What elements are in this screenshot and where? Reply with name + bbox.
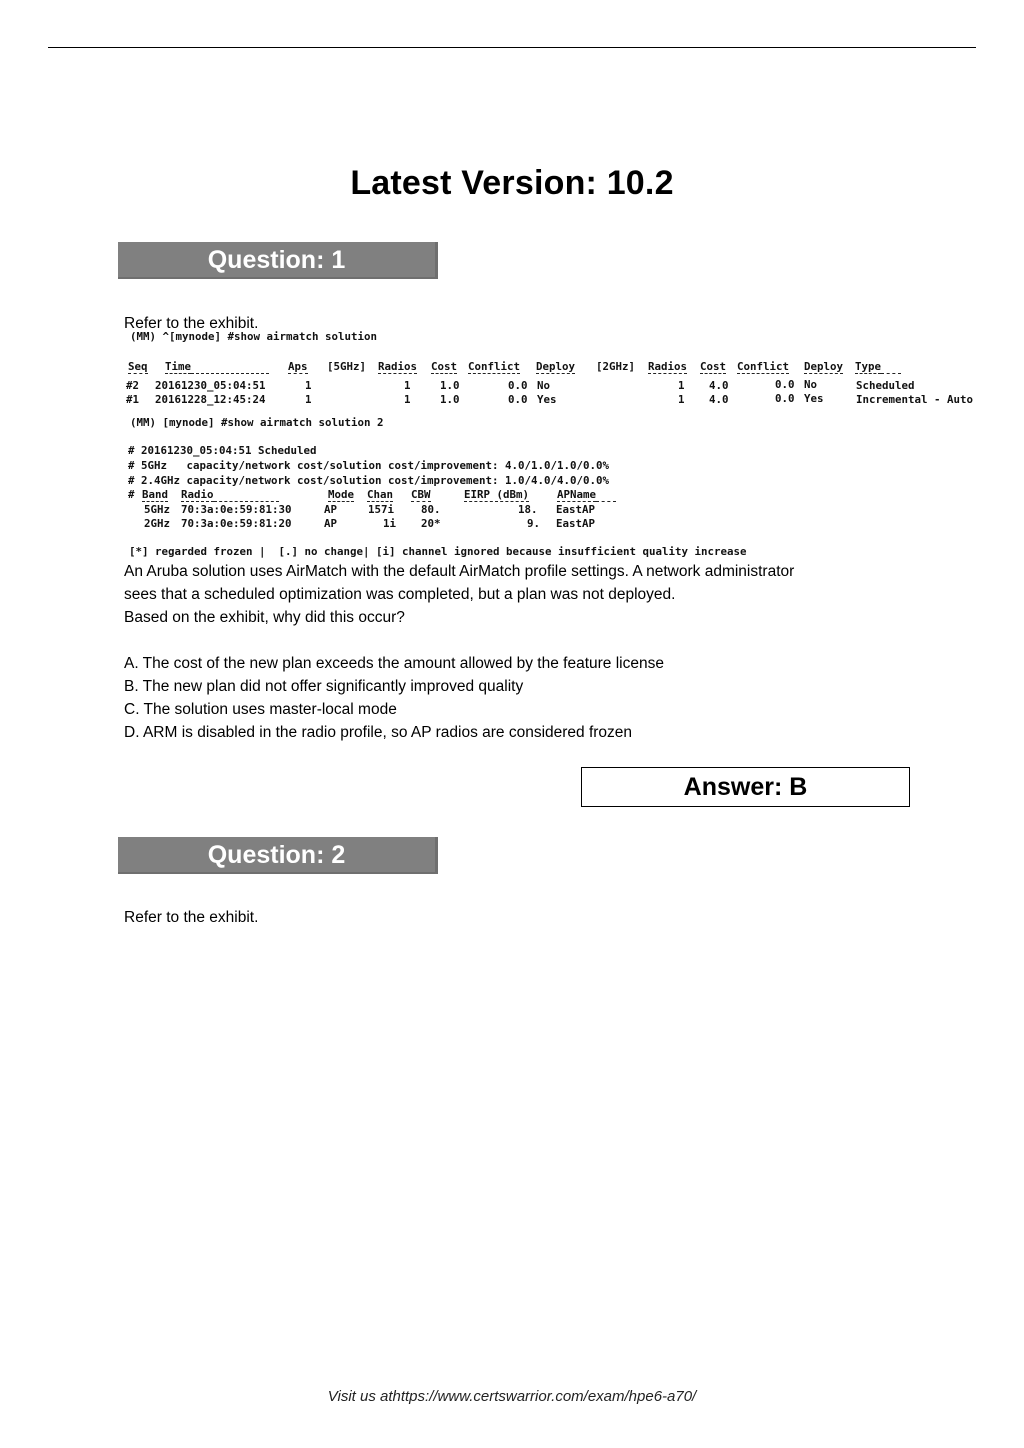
question-2-refer-text: Refer to the exhibit. [124, 909, 259, 926]
exhibit-col-time: Time [165, 360, 269, 374]
exhibit-row-conflict-2: 0.0 [775, 392, 795, 405]
exhibit-row-cost-2: 4.0 [709, 379, 729, 392]
option-a: A. The cost of the new plan exceeds the amount allowed by the feature license [124, 655, 664, 672]
exhibit-col-mode: Mode [328, 488, 355, 501]
exhibit-row-deploy-2: No [804, 378, 818, 391]
exhibit-col-seq: Seq [128, 360, 148, 373]
exhibit-col-conflict-2: Conflict [737, 360, 790, 373]
option-d: D. ARM is disabled in the radio profile, so AP radios are considered frozen [124, 724, 633, 741]
exhibit-col-radios-2: Radios [648, 360, 688, 373]
exhibit-col-band: Band [142, 488, 169, 501]
question-1-options [124, 652, 924, 744]
exhibit-col-cost-5: Cost [431, 360, 458, 373]
exhibit-col-aps: Aps [288, 360, 308, 373]
exhibit-col-deploy-5: Deploy [536, 360, 576, 373]
exhibit-row-cost-5: 1.0 [440, 379, 460, 392]
question-1-line: An Aruba solution uses AirMatch with the default AirMatch profile settings. A network administrator [124, 563, 795, 580]
exhibit-row-deploy-2: Yes [804, 392, 824, 405]
exhibit-row-seq: #2 [126, 379, 140, 392]
exhibit-legend: [*] regarded frozen | [.] no change| [i] channel ignored because insufficient quality increase [129, 545, 747, 558]
exhibit-col-apname: APName [557, 488, 616, 502]
question-1-line: sees that a scheduled optimization was completed, but a plan was not deployed. [124, 586, 676, 603]
exhibit-solution-line: # 2.4GHz capacity/network cost/solution cost/improvement: 1.0/4.0/4.0/0.0% [128, 474, 610, 487]
exhibit-row-aps: 1 [305, 393, 312, 406]
exhibit-col-radios-5: Radios [378, 360, 418, 373]
exhibit-row-cost-5: 1.0 [440, 393, 460, 406]
header-rule [48, 47, 976, 48]
exhibit-radio-eirp: 18. [518, 503, 538, 516]
exhibit-row-conflict-5: 0.0 [508, 379, 528, 392]
exhibit-radio-apname: EastAP [556, 503, 596, 516]
exhibit-col-5ghz: [5GHz] [327, 360, 367, 373]
exhibit-command-1: (MM) ^[mynode] #show airmatch solution [130, 330, 378, 343]
exhibit-radio-cbw: 20* [421, 517, 441, 530]
question-1-banner: Question: 1 [118, 242, 438, 279]
exhibit-radio-chan: 1i [383, 517, 397, 530]
exhibit-radio-band: 5GHz [144, 503, 171, 516]
exhibit-row-time: 20161230_05:04:51 [155, 379, 266, 392]
exhibit-row-conflict-5: 0.0 [508, 393, 528, 406]
exhibit-row-deploy-5: No [537, 379, 551, 392]
exhibit-row-radios-2: 1 [678, 379, 685, 392]
question-2-banner: Question: 2 [118, 837, 438, 874]
exhibit-hash: # [128, 488, 135, 501]
question-1-refer-text: Refer to the exhibit. [124, 315, 259, 332]
exhibit-col-cost-2: Cost [700, 360, 727, 373]
exhibit-col-deploy-2: Deploy [804, 360, 844, 373]
answer-box: Answer: B [581, 767, 910, 807]
exhibit-radio-chan: 157i [368, 503, 395, 516]
exhibit-row-seq: #1 [126, 393, 140, 406]
exhibit-radio-cbw: 80. [421, 503, 441, 516]
exhibit-solution-line: # 5GHz capacity/network cost/solution cost/improvement: 4.0/1.0/1.0/0.0% [128, 459, 610, 472]
exhibit-radio-eirp: 9. [527, 517, 541, 530]
question-1-text [124, 560, 924, 629]
exhibit-col-conflict-5: Conflict [468, 360, 521, 373]
exhibit-row-time: 20161228_12:45:24 [155, 393, 266, 406]
exhibit-row-type: Scheduled [856, 379, 915, 392]
exhibit-row-cost-2: 4.0 [709, 393, 729, 406]
exhibit-col-type: Type [855, 360, 901, 374]
exhibit-row-aps: 1 [305, 379, 312, 392]
exhibit-col-eirp: EIRP (dBm) [464, 488, 530, 501]
exhibit-col-2ghz: [2GHz] [596, 360, 636, 373]
exhibit-row-deploy-5: Yes [537, 393, 557, 406]
exhibit-row-radios-5: 1 [404, 393, 411, 406]
exhibit-radio-mode: AP [324, 503, 338, 516]
exhibit-solution-line: # 20161230_05:04:51 Scheduled [128, 444, 317, 457]
version-title: Latest Version: 10.2 [350, 164, 674, 202]
footer-link-text: Visit us athttps://www.certswarrior.com/exam/hpe6-a70/ [327, 1388, 697, 1405]
exhibit-row-type: Incremental - Auto [856, 393, 974, 406]
exhibit-radio-apname: EastAP [556, 517, 596, 530]
exhibit-col-radio: Radio [181, 488, 279, 502]
option-b: B. The new plan did not offer significantly improved quality [124, 678, 524, 695]
exhibit-radio-mode: AP [324, 517, 338, 530]
exhibit-radio-mac: 70:3a:0e:59:81:30 [181, 503, 292, 516]
question-1-exhibit [124, 330, 1004, 562]
exhibit-col-cbw: CBW [411, 488, 431, 501]
exhibit-command-2: (MM) [mynode] #show airmatch solution 2 [130, 416, 384, 429]
exhibit-col-chan: Chan [367, 488, 394, 501]
exhibit-radio-mac: 70:3a:0e:59:81:20 [181, 517, 292, 530]
exhibit-radio-band: 2GHz [144, 517, 171, 530]
exhibit-row-radios-5: 1 [404, 379, 411, 392]
exhibit-row-radios-2: 1 [678, 393, 685, 406]
option-c: C. The solution uses master-local mode [124, 701, 397, 718]
question-1-line: Based on the exhibit, why did this occur? [124, 609, 405, 626]
exhibit-row-conflict-2: 0.0 [775, 378, 795, 391]
